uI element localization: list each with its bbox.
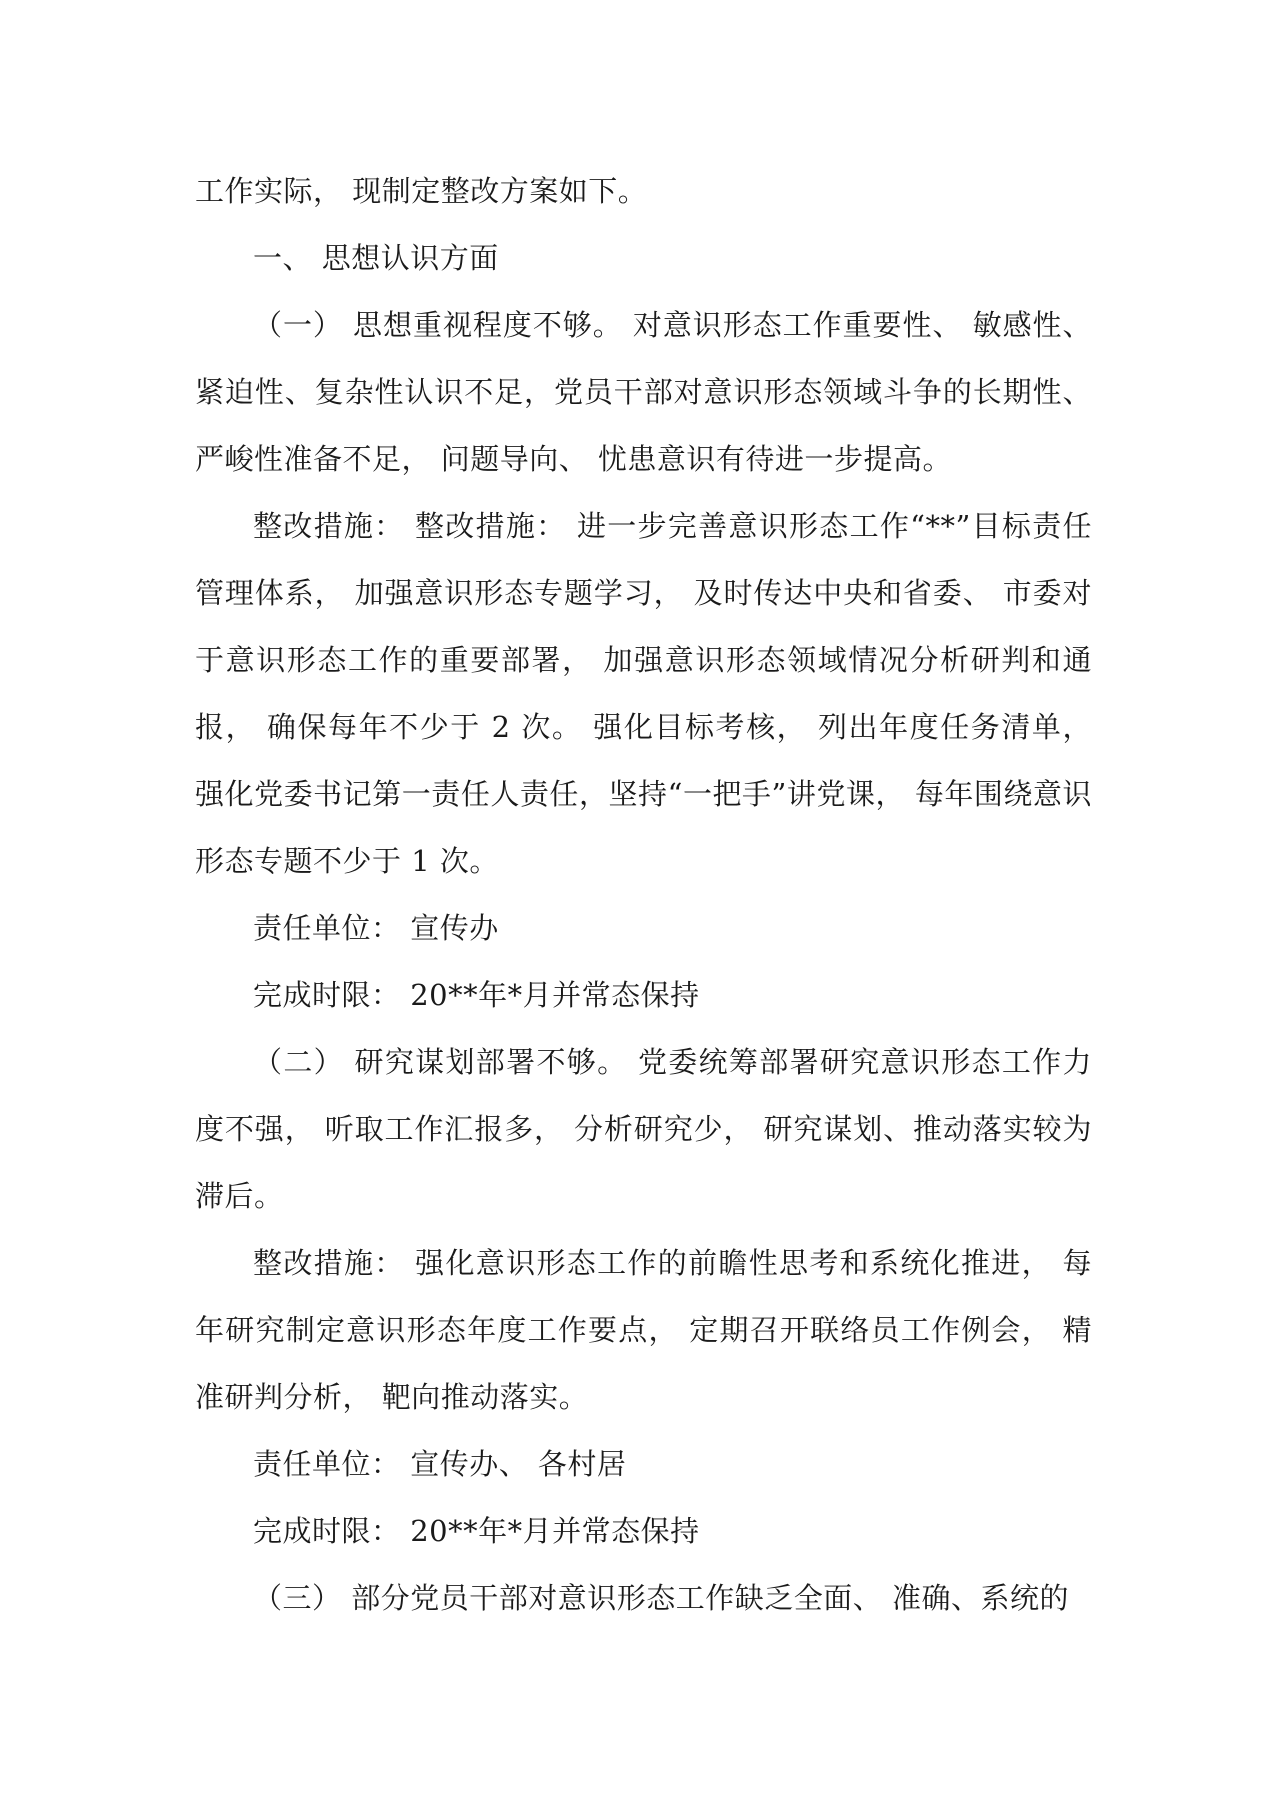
issue-paragraph: （二） 研究谋划部署不够。 党委统筹部署研究意识形态工作力度不强， 听取工作汇报多， 分析研究少， 研究谋划、推动落实较为滞后。 — [195, 1045, 1092, 1213]
section-heading: 一、 思想认识方面 — [253, 241, 499, 275]
issue-paragraph: （一） 思想重视程度不够。 对意识形态工作重要性、 敏感性、紧迫性、复杂性认识不足，党员干部对意识形态领域斗争的长期性、严峻性准备不足， 问题导向、 忧患意识有待进一步提高。 — [195, 308, 1092, 476]
responsible-unit: 责任单位： 宣传办 — [253, 911, 499, 945]
measures-paragraph: 整改措施： 整改措施： 进一步完善意识形态工作“**”目标责任管理体系， 加强意识形态专题学习， 及时传达中央和省委、 市委对于意识形态工作的重要部署， 加强意识形态领域情况分析研判和通报， 确保每年不少于 2 次。 强化目标考核， 列出年度任务清单， 强化党委书记第一责任人责任，坚持“一把手”讲党课， 每年围绕意识形态专题不少于 1 次。 — [195, 509, 1092, 878]
measures-paragraph: 整改措施： 强化意识形态工作的前瞻性思考和系统化推进， 每年研究制定意识形态年度工作要点， 定期召开联络员工作例会， 精准研判分析， 靶向推动落实。 — [195, 1246, 1092, 1414]
deadline: 完成时限： 20**年*月并常态保持 — [253, 978, 700, 1012]
responsible-unit: 责任单位： 宣传办、 各村居 — [253, 1447, 627, 1481]
issue-paragraph: （三） 部分党员干部对意识形态工作缺乏全面、 准确、系统的 — [253, 1581, 1069, 1615]
deadline: 完成时限： 20**年*月并常态保持 — [253, 1514, 700, 1548]
document-body — [195, 158, 1092, 1632]
paragraph-intro: 工作实际， 现制定整改方案如下。 — [195, 174, 648, 208]
